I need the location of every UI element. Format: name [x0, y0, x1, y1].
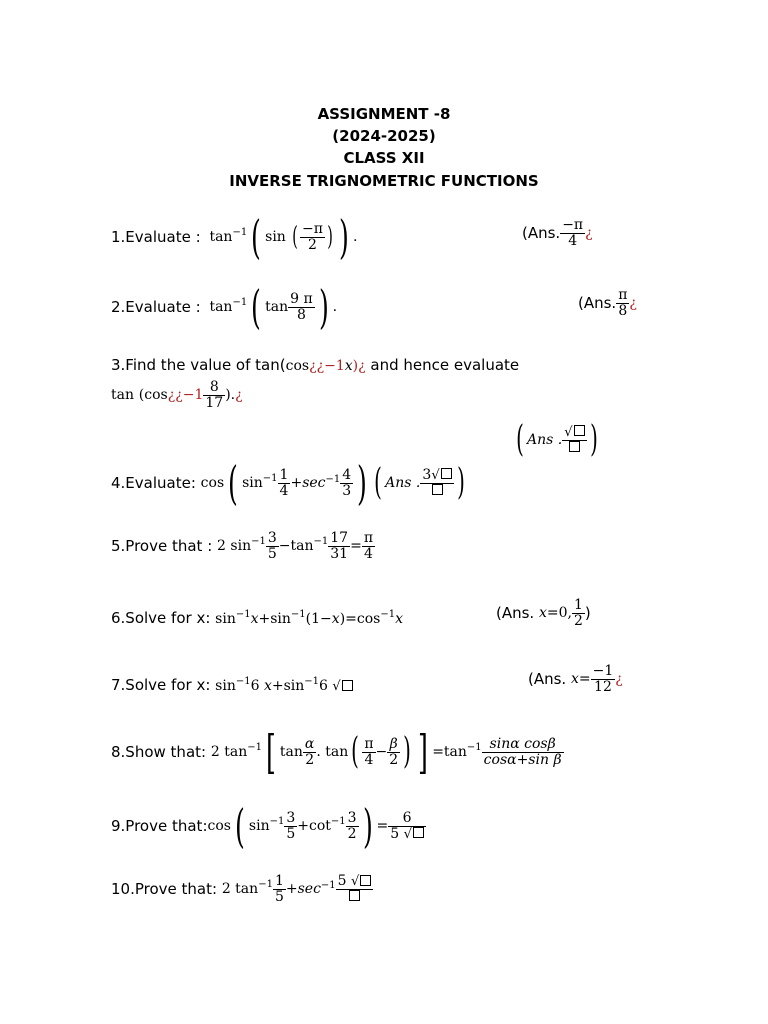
question-7: 7.Solve for x: $\sin^{-1}6$ $x+\sin^{-1}6$ √ [111, 676, 353, 694]
answer-2-tail: ¿ [629, 295, 637, 312]
answer-3-label: Ans . [527, 432, 563, 448]
q8-tan: tan [279, 744, 303, 760]
q9-inv-2: −1 [330, 816, 346, 827]
q9-fraction-1: $\frac{3}{5}$ [286, 809, 296, 842]
question-5-label: 5.Prove that : [111, 537, 213, 556]
q6-inv-2: −1 [290, 609, 306, 620]
question-1-label: 1.Evaluate : [111, 228, 201, 246]
q6-x: x [250, 611, 259, 627]
q4-sin: sin [242, 475, 263, 491]
q7-sin-1: sin [215, 678, 236, 694]
q4-inv: −1 [262, 473, 278, 484]
q5-tan: tan [290, 538, 314, 555]
question-4: 4.Evaluate: cos( $\sin^{-1}$ $\frac{1}{4}$ $+\sec^{-1}$ $\frac{4}{3}$ ) ( Ans . 3√ ) [111, 456, 465, 510]
q1-open-paren: ( [251, 210, 262, 264]
q8-2tan: 2 tan [210, 744, 248, 760]
q3-line2-tail: ¿ [235, 387, 243, 404]
q6-arg: (1− [305, 611, 332, 627]
q1-inv: −1 [232, 227, 248, 238]
q6-arg-x: x [331, 611, 340, 627]
q10-2tan: 2 tan [221, 881, 259, 898]
q7-x: x [263, 678, 272, 694]
answer-1-label: (Ans. [522, 224, 561, 243]
q9-plus: + [297, 818, 310, 834]
answer-4-label: Ans . [385, 475, 421, 491]
answer-2 [578, 288, 637, 318]
q8-dot-tan: . tan [316, 744, 349, 760]
q3-line2-open: (cos [138, 387, 168, 404]
q2-period: . [332, 299, 338, 315]
question-3-line-2 [111, 380, 243, 410]
question-8: 8.Show that: 2 $\tan^{-1}$[ tan $\frac{\alpha}{2}$ . tan( $\frac{\pi}{4}$ − $\frac{\beta}{2}$ ) ] $=\tan^{-1}$ $\frac{\text{sinα cosβ}}{\text{cosα+sin β}}$ [111, 725, 562, 779]
q6-sin-2: sin [270, 611, 291, 627]
q9-cos: cos [207, 818, 231, 834]
question-8-label: 8.Show that: [111, 743, 207, 761]
question-2: 2.Evaluate : $\tan^{-1}$( tan $\frac{9 \pi}{8}$ ) . [111, 280, 338, 334]
q8-fraction-3: $\frac{\beta}{2}$ [389, 735, 399, 768]
answer-7-eq: = [578, 671, 591, 688]
answer-1 [522, 218, 593, 248]
q6-equals: = [345, 611, 357, 627]
q10-inv: −1 [258, 879, 273, 891]
q4-fraction-2: $\frac{4}{3}$ [342, 466, 352, 499]
answer-3: ( Ans . √ ) [516, 419, 598, 460]
answer-6-x: x [538, 605, 547, 622]
answer-3-fraction: √ [562, 425, 586, 455]
question-4-label: 4.Evaluate: [111, 474, 196, 492]
answer-4-fraction: 3√ [420, 468, 453, 498]
q5-fraction-1: $\frac{3}{5}$ [267, 530, 277, 562]
q10-inv-2: −1 [320, 879, 336, 891]
question-3 [111, 356, 519, 374]
q4-inv-2: −1 [325, 473, 341, 485]
answer-1-fraction: $\frac{-\pi}{4}$ [562, 217, 584, 249]
q3-close: )¿ [352, 358, 366, 374]
q5-equals: = [350, 538, 362, 555]
answer-7-x: x [570, 671, 579, 688]
q5-minus: − [278, 538, 291, 555]
q8-fraction-rhs: $\frac{\text{sinα cosβ}}{\text{cosα+sin β}}$ [483, 735, 562, 768]
question-10 [111, 874, 373, 904]
placeholder-box [342, 680, 353, 691]
question-2-label: 2.Evaluate : [111, 298, 201, 316]
q3-line2-end: ). [225, 387, 236, 404]
question-9-label: 9.Prove that: [111, 817, 208, 835]
q7-sin-2: sin [283, 678, 305, 694]
q3-line2-mid: ¿¿−1 [167, 387, 204, 404]
q6-arg-close: ) [339, 611, 346, 627]
q5-fraction-2: $\frac{17}{31}$ [330, 530, 349, 562]
q8-equals-tan: =tan [432, 744, 467, 760]
q10-fraction-2: 5 √ [336, 874, 374, 904]
q10-sec: sec [297, 881, 321, 898]
topic-title: INVERSE TRIGNOMETRIC FUNCTIONS [229, 172, 539, 190]
q4-cos: cos [200, 475, 225, 491]
answer-2-label: (Ans. [578, 294, 617, 313]
session-year: (2024-2025) [332, 127, 436, 145]
q5-fraction-3: $\frac{\pi}{4}$ [363, 530, 374, 562]
q7-inv: −1 [235, 676, 251, 687]
answer-6 [496, 598, 591, 628]
q4-plus: + [290, 475, 303, 491]
answer-6-eq: =0, [546, 605, 572, 622]
q1-fraction: $\frac{-\pi}{2}$ [301, 220, 323, 253]
q6-cos: cos [356, 611, 381, 627]
q7-six-2: 6 [319, 678, 328, 694]
answer-7 [528, 664, 623, 694]
answer-6-label: (Ans. [496, 604, 535, 623]
q1-sin: sin [265, 229, 286, 245]
assignment-title: ASSIGNMENT -8 [317, 105, 451, 123]
q2-tan-inner: tan [265, 299, 289, 315]
q6-x-2: x [395, 611, 404, 627]
q3-tail: and hence evaluate [365, 356, 520, 374]
q3-x: x [344, 358, 353, 374]
question-10-label: 10.Prove that: [111, 880, 218, 899]
q2-inv: −1 [232, 297, 248, 308]
q6-inv: −1 [235, 609, 251, 620]
question-5 [111, 531, 375, 561]
q1-tan: tan [209, 229, 233, 245]
question-6-label: 6.Solve for x: [111, 609, 211, 627]
answer-2-fraction: $\frac{\pi}{8}$ [618, 287, 628, 319]
q8-fraction-2: $\frac{\pi}{4}$ [364, 735, 374, 768]
answer-7-fraction: $\frac{-1}{12}$ [592, 663, 614, 695]
q3-mid: ¿¿−1 [309, 358, 345, 374]
q8-fraction-1: $\frac{\alpha}{2}$ [304, 735, 315, 768]
answer-7-tail: ¿ [615, 671, 623, 688]
q7-six: 6 [250, 678, 260, 694]
q6-sin-1: sin [215, 611, 236, 627]
class-label: CLASS XII [343, 149, 425, 167]
q6-plus: + [258, 611, 271, 627]
answer-6-close: ) [584, 604, 591, 623]
q9-sin: sin [248, 818, 270, 834]
answer-1-tail: ¿ [585, 225, 593, 242]
question-1: 1.Evaluate : $\tan^{-1}$( sin ( $\frac{-\pi}{2}$ ) ) . [111, 210, 358, 264]
q9-fraction-3: $\frac{6}{5 √}$ [388, 811, 426, 841]
question-7-label: 7.Solve for x: [111, 676, 211, 694]
q1-period: . [353, 229, 358, 245]
q3-fraction: $\frac{8}{17}$ [205, 379, 224, 411]
q6-inv-3: −1 [380, 609, 396, 620]
q5-inv-2: −1 [313, 536, 329, 548]
q10-plus: + [285, 881, 298, 898]
q7-plus: + [271, 678, 284, 694]
q7-inv-2: −1 [304, 676, 320, 687]
q4-sec: sec [302, 475, 326, 491]
answer-7-label: (Ans. [528, 670, 567, 689]
question-6 [111, 609, 403, 627]
q5-2sin: 2 sin [217, 538, 252, 555]
question-3-label: 3.Find the value of tan( [111, 356, 286, 374]
q8-inv-2: −1 [466, 742, 482, 753]
question-9: 9.Prove that:cos( $\sin^{-1}$ $\frac{3}{5}$ $+\cot^{-1}$ $\frac{3}{2}$ ) = $\frac{6}{5 √}$ [111, 803, 426, 849]
q2-fraction: $\frac{9 \pi}{8}$ [290, 290, 313, 323]
q9-cot: cot [309, 818, 331, 834]
answer-6-fraction: $\frac{1}{2}$ [573, 597, 583, 629]
q2-tan: tan [209, 299, 233, 315]
q4-fraction-1: $\frac{1}{4}$ [279, 466, 289, 499]
q10-fraction-1: $\frac{1}{5}$ [274, 873, 284, 905]
q3-cos: cos [285, 358, 310, 374]
q3-line2-tan: tan [111, 387, 134, 404]
q9-inv: −1 [269, 816, 285, 827]
q8-minus: − [375, 744, 388, 760]
q9-equals: = [376, 818, 389, 834]
q8-inv: −1 [247, 742, 262, 753]
q9-fraction-2: $\frac{3}{2}$ [347, 809, 357, 842]
q5-inv: −1 [251, 536, 266, 548]
